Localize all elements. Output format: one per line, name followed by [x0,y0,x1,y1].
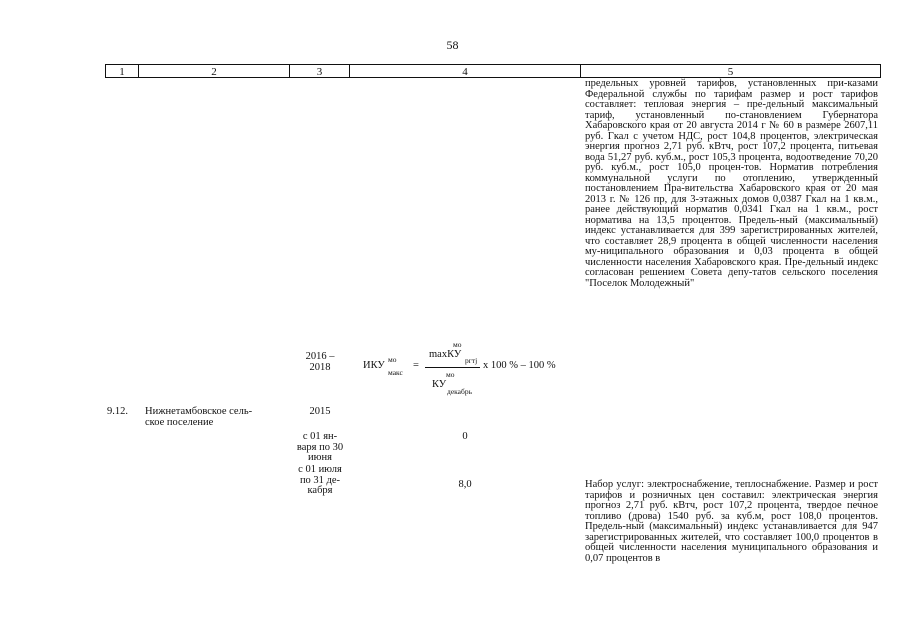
formula-denominator: КУ [432,379,447,390]
header-col-3: 3 [289,64,349,78]
formula-lhs: ИКУ [363,360,385,371]
formula-num-sub: ргтj [465,356,478,365]
formula-num-sup: мо [453,340,462,349]
formula-den-sup: мо [446,370,455,379]
row-description: Набор услуг: электроснабжение, теплоснабжение. Размер и рост тарифов и розничных цен составил: электрическая энергия прогноз 2,71 руб. кВтч, рост 107,2 процента, твердое печное топливо (дрова) 1540 руб. за куб.м, рост 108,0 процентов. Предель-ный (максимальный) индекс устанавливается для 947 зарегистрированных жителей, что составляет 100,0 процентов в общей численности населения муниципального образования и 0,07 процентов в [585,479,878,564]
row-year: 2015 [309,406,331,417]
fraction-bar [425,367,480,368]
header-col-5: 5 [580,64,881,78]
row-value-1: 0 [462,431,468,442]
formula-tail: x 100 % – 100 % [483,360,556,371]
formula-equals: = [413,360,419,371]
row-period-1: с 01 ян-варя по 30 июня [296,431,344,463]
formula-den-sub: декабрь [447,387,472,396]
formula-lhs-sub: макс [388,368,403,377]
row-value-2: 8,0 [458,479,472,490]
header-col-2: 2 [138,64,289,78]
row-name: Нижнетамбовское сель-ское поселение [145,406,253,428]
formula-lhs-sup: мо [388,355,397,364]
row-period-2: с 01 июля по 31 де-кабря [298,464,342,496]
page-number: 58 [446,38,459,52]
col5-continuation-text: предельных уровней тарифов, установленных при-казами Федеральной службы по тарифам размер и рост тарифов составляет: тепловая энергия – пре-дельный максимальный тариф, установленный по-становлением Губернатора Хабаровского края от 20 августа 2014 г № 60 в размере 2607,11 руб. Гкал с учетом НДС, рост 104,8 процентов, электрическая энергия прогноз 2,71 руб. кВтч, рост 107,2 процента, питьевая вода 51,27 руб. куб.м., рост 105,3 процента, водоотведение 70,20 руб. куб.м., рост 105,0 процен-тов. Норматив потребления коммунальной услуги по отоплению, утвержденный постановлением Пра-вительства Хабаровского края от 20 мая 2013 г. № 126 пр, для 3-этажных домов 0,0387 Гкал на 1 кв.м., ранее действующий норматив 0,0341 Гкал на 1 кв.м., рост норматива на 13,5 процентов. Предель-ный (максимальный) индекс устанавливается для 399 зарегистрированных жителей, что составляет 28,9 процента в общей численности населения му-ниципального образования и 0,03 процента в общей численности населения Хабаровского края. Пре-дельный индекс согласован решением Совета депу-татов сельского поселения "Поселок Молодежный" [585,78,878,289]
header-col-1: 1 [105,64,138,78]
formula-iku [363,336,578,398]
period-2016-2018: 2016 – 2018 [305,351,335,373]
header-col-4: 4 [349,64,580,78]
row-number: 9.12. [107,406,128,417]
formula-numerator: maxКУ [429,349,462,360]
